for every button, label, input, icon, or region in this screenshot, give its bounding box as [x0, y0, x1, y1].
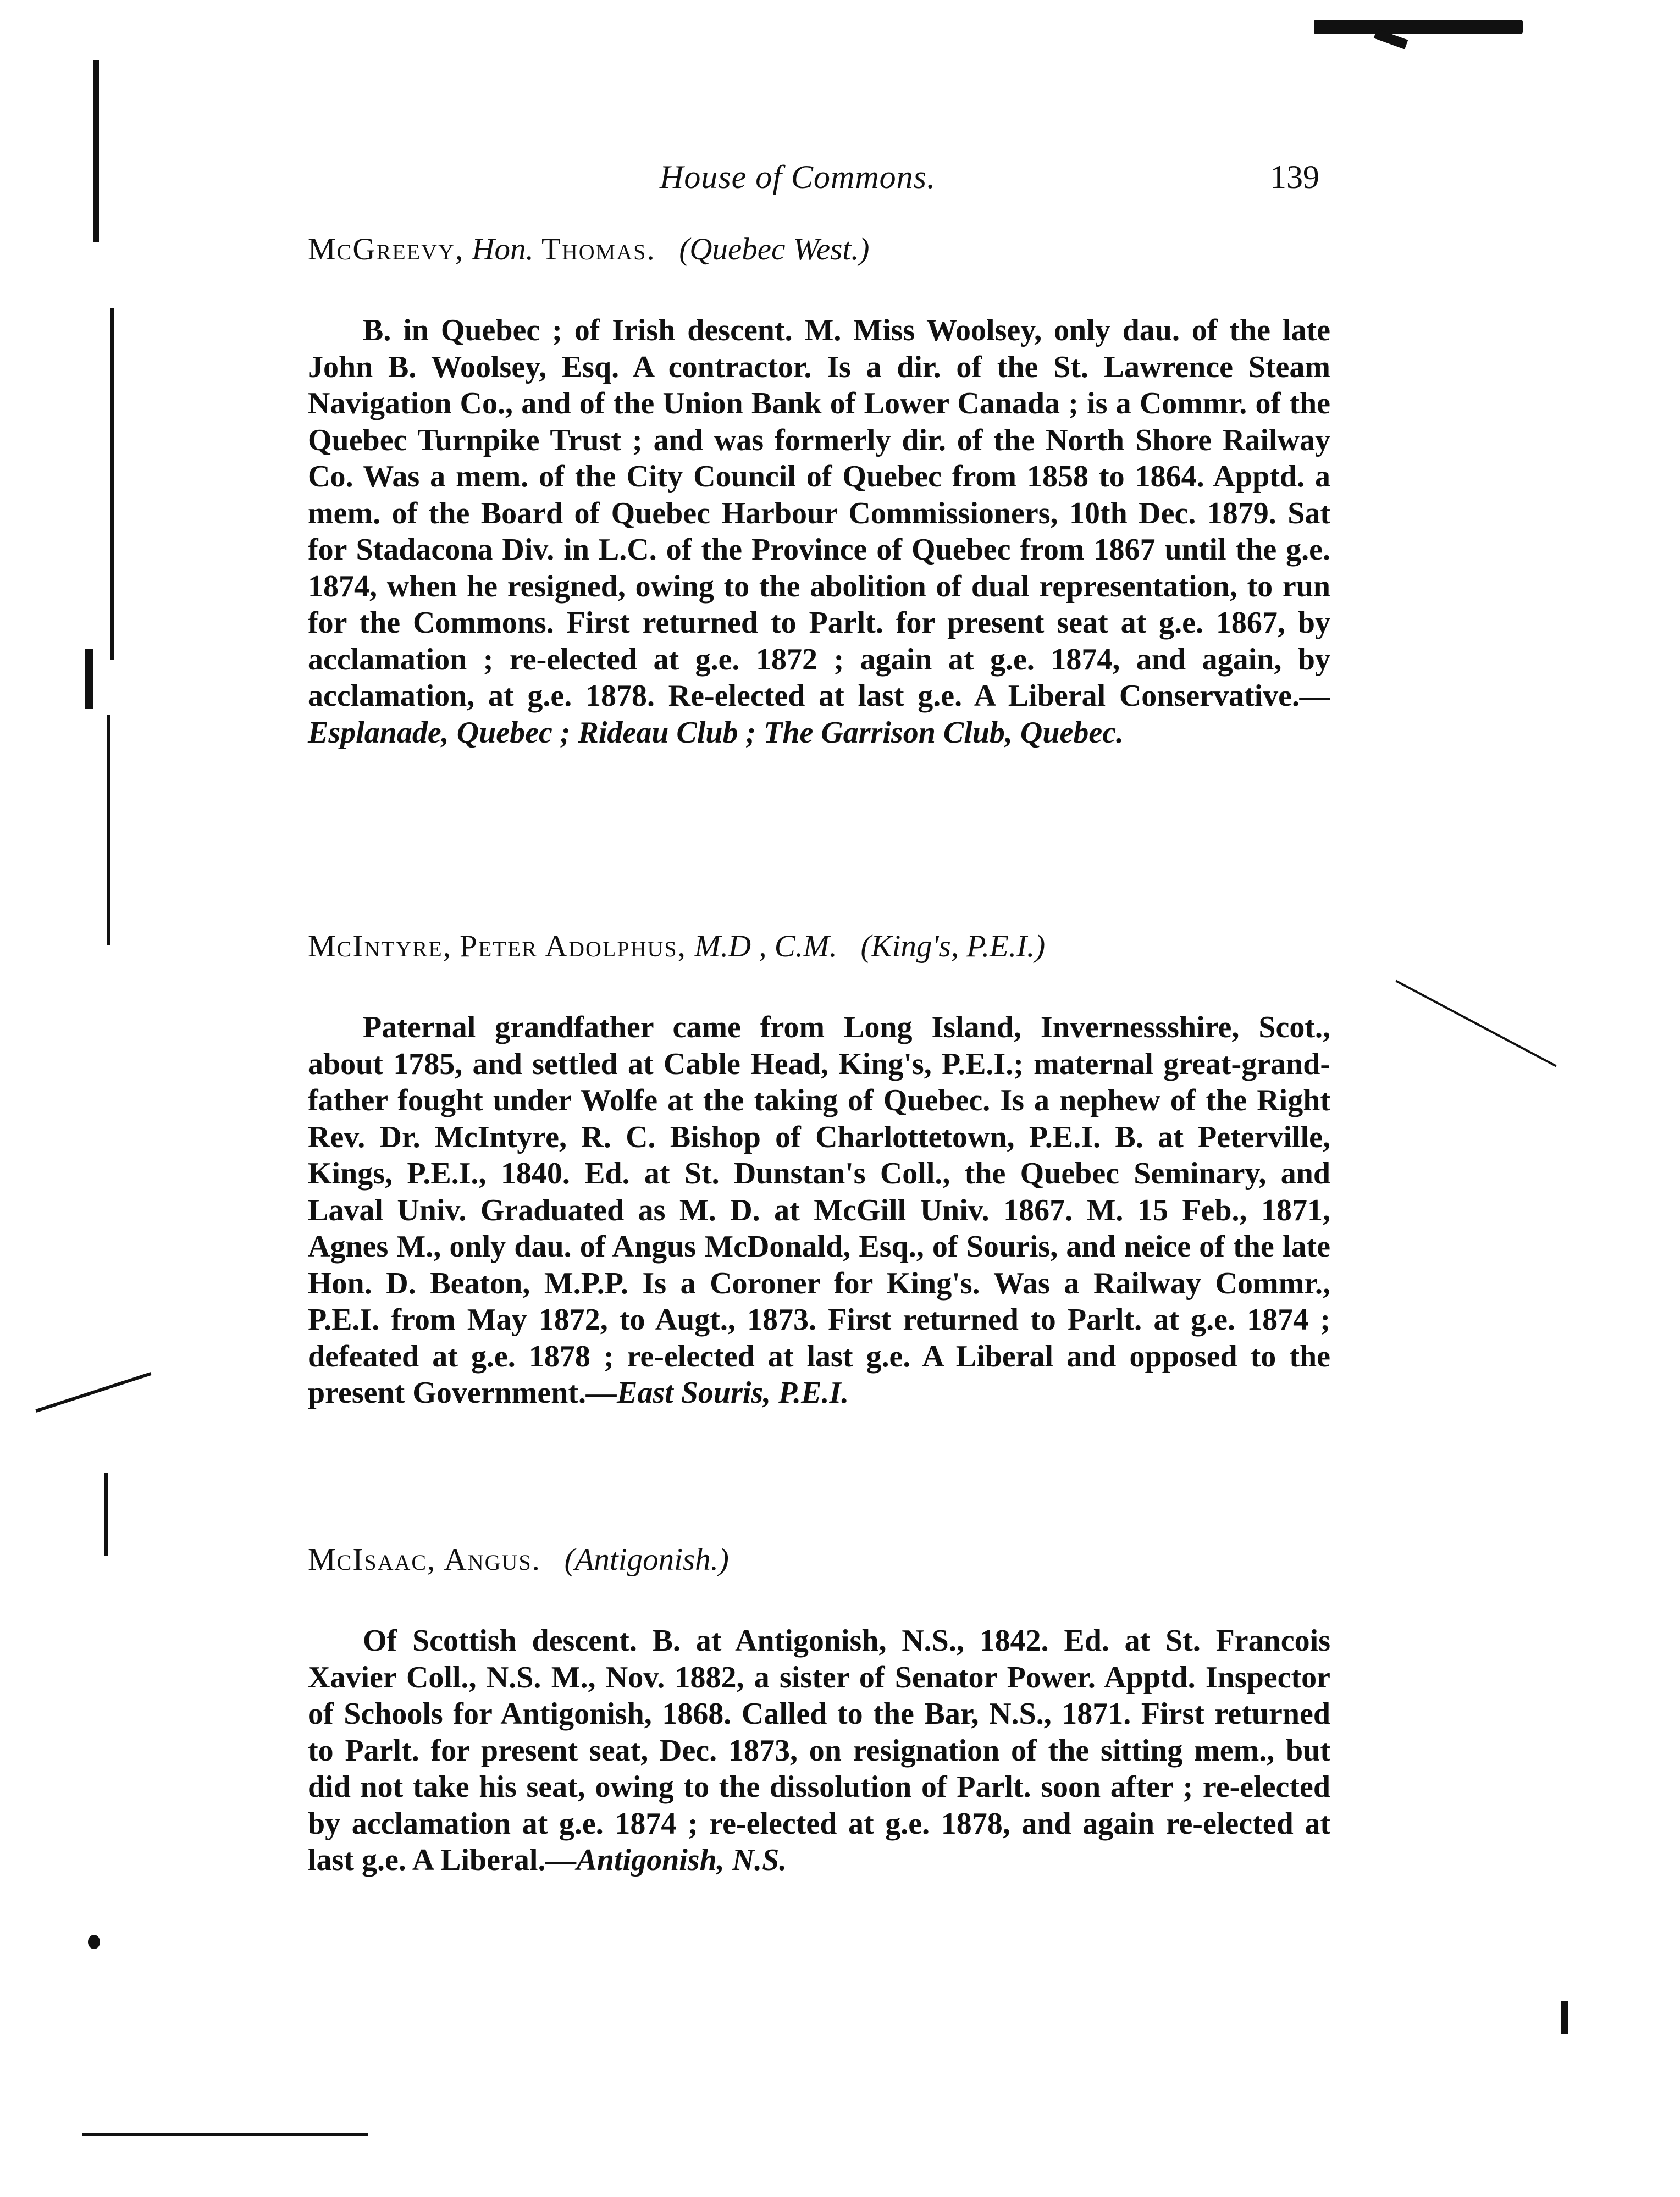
entry-degrees: M.D , C.M. [694, 929, 837, 964]
entry-surname: McIsaac, [308, 1542, 436, 1577]
margin-rule [107, 715, 110, 945]
entry-address: —Antigonish, N.S. [545, 1843, 787, 1877]
biography-entry [308, 927, 1330, 1412]
entry-body [308, 1623, 1330, 1879]
entry-address: —Esplanade, Quebec ; Rideau Club ; The Garrison Club, Quebec. [308, 679, 1330, 750]
entry-constituency: (Antigonish.) [564, 1542, 729, 1577]
page-number: 139 [1270, 159, 1319, 195]
entry-given-name: Angus. [444, 1542, 541, 1577]
entry-heading [308, 230, 1330, 269]
running-title: House of Commons. [660, 159, 936, 195]
entry-heading [308, 927, 1330, 966]
margin-rule [104, 1473, 108, 1556]
margin-scratch [1395, 980, 1556, 1067]
entry-address: —East Souris, P.E.I. [586, 1376, 849, 1410]
entry-body [308, 312, 1330, 751]
entry-honorific: Hon. [472, 232, 534, 267]
biography-entry [308, 1540, 1330, 1879]
margin-dot [88, 1935, 100, 1949]
entry-surname: McIntyre, [308, 929, 452, 964]
margin-rule [110, 308, 114, 660]
entry-constituency: (Quebec West.) [679, 232, 870, 267]
scan-mark [1314, 20, 1523, 34]
entry-given-name: Peter Adolphus, [460, 929, 687, 964]
biography-entry [308, 230, 1330, 751]
entry-heading [308, 1540, 1330, 1580]
margin-rule [93, 60, 99, 242]
entry-text: Of Scottish descent. B. at Antigonish, N.S., 1842. Ed. at St. Francois Xavier Coll., N.S. M., Nov. 1882, a sister of Senator Power. Apptd. Inspector of Schools for Antigonish, 1868. Called to the Bar, N.S., 1871. First returned to Parlt. for present seat, Dec. 1873, on resignation of the sitting mem., but did not take his seat, owing to the dissolution of Parlt. soon after ; re-elected by acclamation at g.e. 1874 ; re-elected at g.e. 1878, and again re-elected at last g.e. A Liberal. [308, 1624, 1330, 1877]
bottom-rule [82, 2133, 368, 2136]
margin-scratch [35, 1372, 151, 1413]
entry-text: B. in Quebec ; of Irish descent. M. Miss Woolsey, only dau. of the late John B. Woolsey, Esq. A contractor. Is a dir. of the St. Lawrence Steam Navigation Co., and of the Union Bank of Lower Canada ; is a Commr. of the Quebec Turnpike Trust ; and was formerly dir. of the North Shore Railway Co. Was a mem. of the City Council of Quebec from 1858 to 1864. Apptd. a mem. of the Board of Quebec Harbour Commissioners, 10th Dec. 1879. Sat for Stadacona Div. in L.C. of the Province of Quebec from 1867 until the g.e. 1874, when he resigned, owing to the abolition of dual representation, to run for the Commons. First returned to Parlt. for present seat at g.e. 1867, by acclamation ; re-elected at g.e. 1872 ; again at g.e. 1874, and again, by acclamation, at g.e. 1878. Re-elected at last g.e. A Liberal Conservative. [308, 313, 1330, 713]
entry-given-name: Thomas. [541, 232, 656, 267]
margin-mark [1561, 2001, 1568, 2034]
entry-body [308, 1009, 1330, 1412]
entry-surname: McGreevy, [308, 232, 465, 267]
entry-text: Paternal grandfather came from Long Island, Invernessshire, Scot., about 1785, and settled at Cable Head, King's, P.E.I.; maternal great-grand-father fought under Wolfe at the taking of Quebec. Is a nephew of the Right Rev. Dr. McIntyre, R. C. Bishop of Charlottetown, P.E.I. B. at Peterville, Kings, P.E.I., 1840. Ed. at St. Dunstan's Coll., the Quebec Seminary, and Laval Univ. Graduated as M. D. at McGill Univ. 1867. M. 15 Feb., 1871, Agnes M., only dau. of Angus McDonald, Esq., of Souris, and neice of the late Hon. D. Beaton, M.P.P. Is a Coroner for King's. Was a Railway Commr., P.E.I. from May 1872, to Augt., 1873. First returned to Parlt. at g.e. 1874 ; defeated at g.e. 1878 ; re-elected at last g.e. A Liberal and opposed to the present Government. [308, 1010, 1330, 1410]
margin-rule [85, 649, 93, 709]
running-head [308, 158, 1319, 208]
entry-constituency: (King's, P.E.I.) [860, 929, 1046, 964]
